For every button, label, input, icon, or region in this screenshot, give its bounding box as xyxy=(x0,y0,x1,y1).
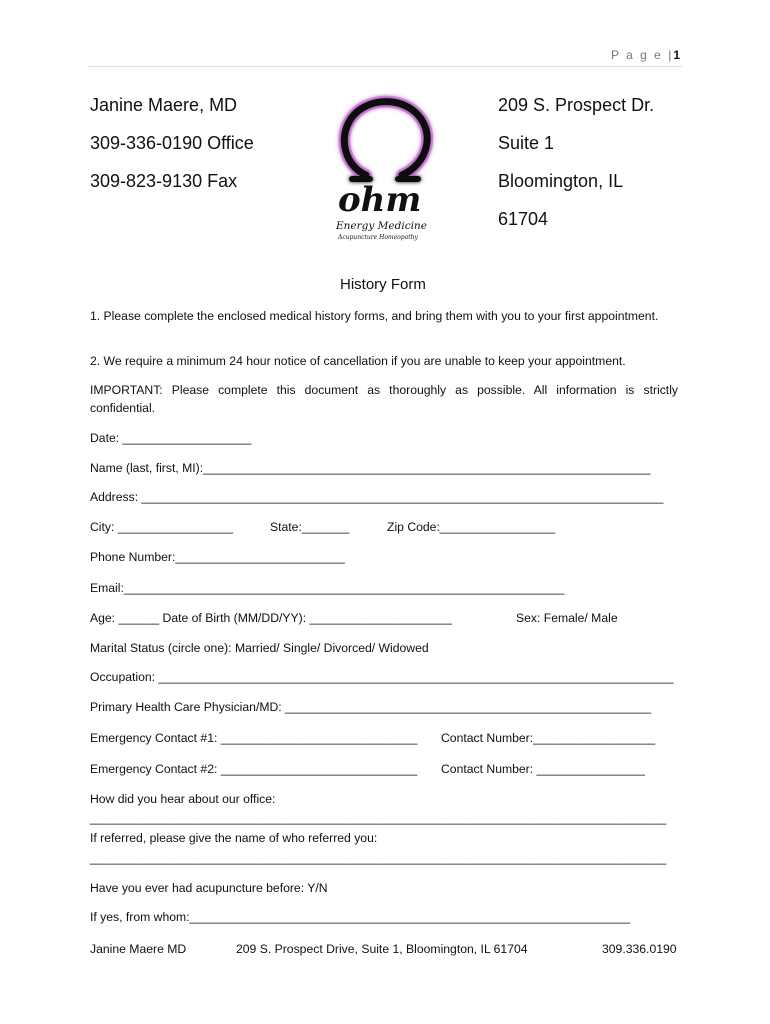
state-field[interactable]: State:_______ xyxy=(270,520,350,534)
footer-address: 209 S. Prospect Drive, Suite 1, Bloomington, IL 61704 xyxy=(236,942,528,956)
fax-number: 309-823-9130 Fax xyxy=(90,171,238,191)
acupuncture-provider-field[interactable]: If yes, from whom:_________________________________________________________________ xyxy=(90,910,631,924)
page-number-value: 1 xyxy=(673,48,680,62)
city-state: Bloomington, IL xyxy=(498,171,624,191)
omega-icon xyxy=(328,93,440,245)
office-phone: 309-336-0190 Office xyxy=(90,133,254,153)
marital-status-field[interactable]: Marital Status (circle one): Married/ Single/ Divorced/ Widowed xyxy=(90,641,429,655)
logo-brand: ohm xyxy=(338,180,422,220)
logo-subtagline: Acupuncture Homeopathy xyxy=(338,234,418,241)
referred-by-field[interactable]: _____________________________________________________________________________________ xyxy=(90,851,667,865)
page-separator: | xyxy=(668,48,674,62)
page-number xyxy=(611,48,680,62)
instruction-1: 1. Please complete the enclosed medical history forms, and bring them with you to your first appointment. xyxy=(90,309,659,323)
important-note: IMPORTANT: Please complete this document as thoroughly as possible. All information is strictly confidential. xyxy=(90,383,678,415)
occupation-field[interactable]: Occupation: ____________________________________________________________________________ xyxy=(90,670,674,684)
physician-field[interactable]: Primary Health Care Physician/MD: ______________________________________________________ xyxy=(90,700,652,714)
referred-by-label: If referred, please give the name of who referred you: xyxy=(90,831,378,845)
street-address: 209 S. Prospect Dr. xyxy=(498,95,655,115)
emergency-contact-1-field[interactable]: Emergency Contact #1: _____________________________ xyxy=(90,731,418,745)
zip-field[interactable]: Zip Code:_________________ xyxy=(387,520,556,534)
emergency-contact-1-number[interactable]: Contact Number:__________________ xyxy=(441,731,656,745)
footer-phone: 309.336.0190 xyxy=(602,942,677,956)
referral-source-label: How did you hear about our office: xyxy=(90,792,276,806)
footer-name: Janine Maere MD xyxy=(90,942,187,956)
zip-code: 61704 xyxy=(498,209,549,229)
phone-field[interactable]: Phone Number:_________________________ xyxy=(90,550,345,564)
ohm-logo xyxy=(328,93,440,245)
emergency-contact-2-field[interactable]: Emergency Contact #2: _____________________________ xyxy=(90,762,418,776)
referral-source-field[interactable]: _____________________________________________________________________________________ xyxy=(90,811,667,825)
doctor-name: Janine Maere, MD xyxy=(90,95,238,115)
city-field[interactable]: City: _________________ xyxy=(90,520,233,534)
sex-field[interactable]: Sex: Female/ Male xyxy=(516,611,618,625)
header-divider xyxy=(88,66,682,67)
address-field[interactable]: Address: _____________________________________________________________________________ xyxy=(90,490,664,504)
page-label: P a g e xyxy=(611,48,663,62)
date-field[interactable]: Date: ___________________ xyxy=(90,431,252,445)
emergency-contact-2-number[interactable]: Contact Number: ________________ xyxy=(441,762,645,776)
acupuncture-history-field[interactable]: Have you ever had acupuncture before: Y/N xyxy=(90,881,328,895)
logo-tagline: Energy Medicine xyxy=(336,220,427,232)
name-field[interactable]: Name (last, first, MI):__________________________________________________________________ xyxy=(90,461,651,475)
form-title: History Form xyxy=(340,276,426,293)
suite: Suite 1 xyxy=(498,133,555,153)
instruction-2: 2. We require a minimum 24 hour notice of cancellation if you are unable to keep your appointment. xyxy=(90,354,626,368)
age-dob-field[interactable]: Age: ______ Date of Birth (MM/DD/YY): _____________________ xyxy=(90,611,452,625)
email-field[interactable]: Email:_________________________________________________________________ xyxy=(90,581,565,595)
